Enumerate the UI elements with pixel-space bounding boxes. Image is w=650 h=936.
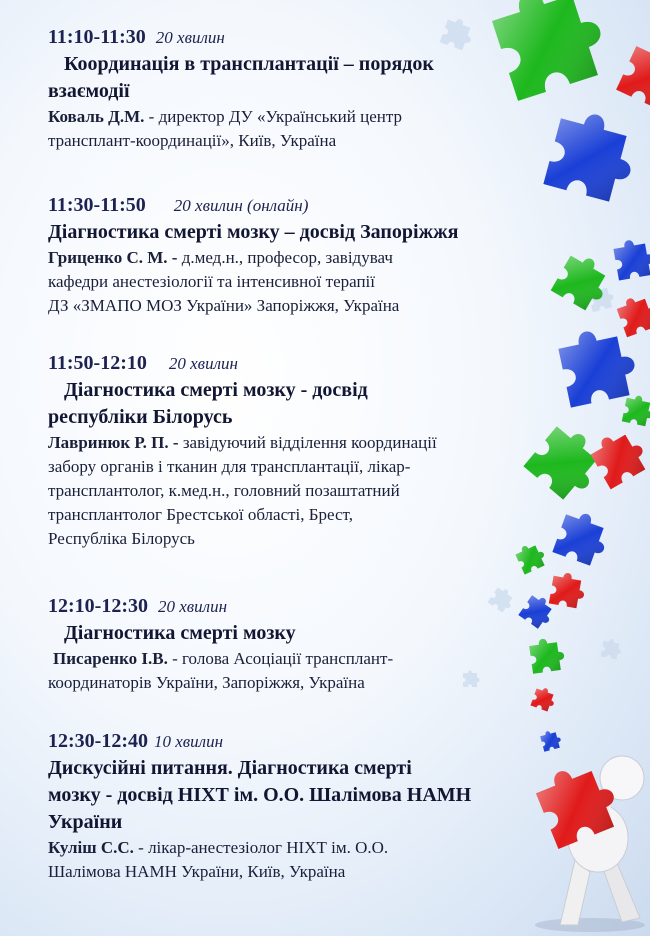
speaker-name: Куліш С.С. [48,838,134,857]
session-title: Діагностика смерті мозку [64,622,296,644]
session-title: Діагностика смерті мозку - досвід республіки Білорусь [48,379,368,428]
session-time: 11:50-12:10 [48,352,147,374]
session-item [48,192,570,318]
session-duration: 20 хвилин (онлайн) [173,196,309,215]
session-time: 11:30-11:50 [48,194,146,216]
speaker-name: Гриценко С. М. - [48,248,178,267]
session-item [48,24,570,153]
session-speaker: Лавринюк Р. П. - завідуючий відділення координації забору органів і тканин для трансплантації, лікар- трансплантолог, к.мед.н., головний позаштатний трансплантолог Брестської області, Брест, Республіка Білорусь [48,433,437,548]
session-duration: 20 хвилин [157,597,228,616]
session-time-row [48,593,570,620]
session-speaker: Гриценко С. М. - д.мед.н., професор, завідувач кафедри анестезіології та інтенсивної терапії ДЗ «ЗМАПО МОЗ України» Запоріжжя, Україна [48,248,400,315]
session-time: 12:10-12:30 [48,595,148,617]
session-time-row [48,728,570,755]
session-speaker: Куліш С.С. - лікар-анестезіолог НІХТ ім. О.О. Шалімова НАМН України, Київ, Україна [48,838,389,881]
session-title: Діагностика смерті мозку – досвід Запоріжжя [48,221,459,243]
session-item [48,593,570,695]
session-item [48,728,570,884]
session-speaker: Писаренко І.В. - голова Асоціації трансплант- координаторів України, Запоріжжя, Україна [48,649,394,692]
speaker-name: Коваль Д.М. [48,107,145,126]
speaker-name: Лавринюк Р. П. - [48,433,179,452]
session-time: 12:30-12:40 [48,730,148,752]
session-speaker: Коваль Д.М. - директор ДУ «Український центр трансплант-координації», Київ, Україна [48,107,402,150]
session-title: Дискусійні питання. Діагностика смерті мозку - досвід НІХТ ім. О.О. Шалімова НАМН України [48,757,472,833]
session-time-row [48,24,570,51]
session-title: Координація в трансплантації – порядок взаємодії [48,53,434,102]
session-duration: 10 хвилин [153,732,224,751]
session-duration: 20 хвилин [168,354,238,373]
session-time-row [48,192,570,219]
session-time-row [48,350,570,377]
speaker-name: Писаренко І.В. [53,649,168,668]
session-duration: 20 хвилин [155,28,225,47]
session-item [48,350,570,551]
session-time: 11:10-11:30 [48,26,146,48]
